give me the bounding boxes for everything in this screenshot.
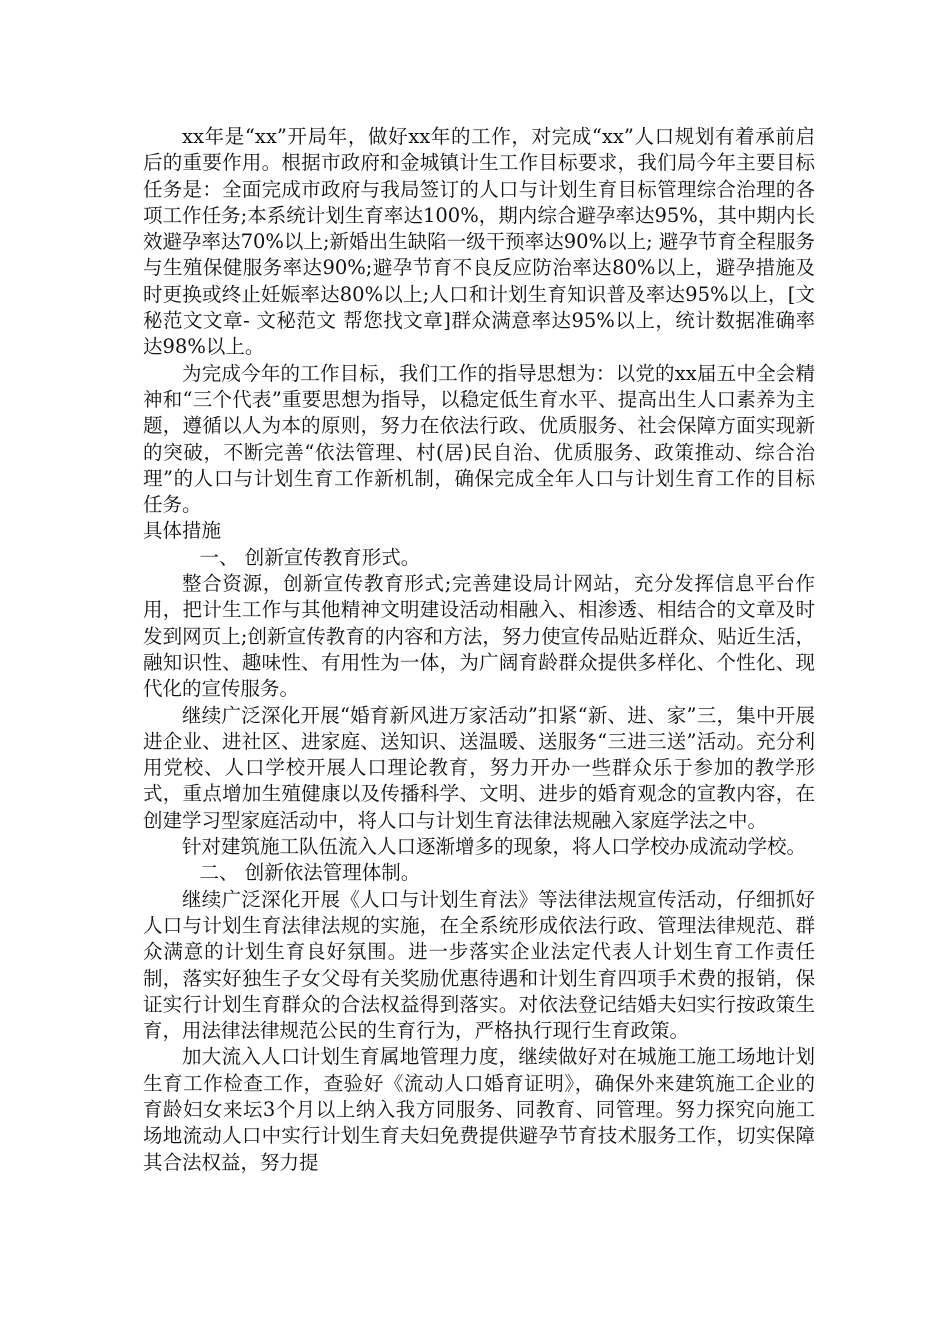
document-body [143,124,815,1176]
paragraph-section1-1: 整合资源，创新宣传教育形式;完善建设局计网站，充分发挥信息平台作用，把计生工作与其他精神文明建设活动相融入、相渗透、相结合的文章及时发到网页上;创新宣传教育的内容和方法，努力使宣传品贴近群众、贴近生活，融知识性、趣味性、有用性为一体，为广阔育龄群众提供多样化、个性化、现代化的宣传服务。 [143,572,815,701]
section-heading-1: 一、 创新宣传教育形式。 [199,545,421,569]
paragraph-guiding-ideology: 为完成今年的工作目标，我们工作的指导思想为：以党的xx届五中全会精神和“三个代表”重要思想为指导，以稳定低生育水平、提高出生人口素养为主题，遵循以人为本的原则，努力在依法行政、优质服务、社会保障方面实现新的突破，不断完善“依法管理、村(居)民自治、优质服务、政策推动、综合治理”的人口与计划生育工作新机制，确保完成全年人口与计划生育工作的目标任务。 [143,361,815,517]
paragraph-section2-2: 加大流入人口计划生育属地管理力度，继续做好对在城施工施工场地计划生育工作检查工作，查验好《流动人口婚育证明》，确保外来建筑施工企业的育龄妇女来坛3个月以上纳入我方同服务、同教育、同管理。努力探究向施工场地流动人口中实行计划生育夫妇免费提供避孕节育技术服务工作，切实保障其合法权益，努力提 [143,1045,815,1174]
paragraph-section2-1: 继续广泛深化开展《人口与计划生育法》等法律法规宣传活动，仔细抓好人口与计划生育法律法规的实施，在全系统形成依法行政、管理法律规范、群众满意的计划生育良好氛围。进一步落实企业法定代表人计划生育工作责任制，落实好独生子女父母有关奖励优惠待遇和计划生育四项手术费的报销，保证实行计划生育群众的合法权益得到落实。对依法登记结婚夫妇实行按政策生育，用法律法律规范公民的生育行为，严格执行现行生育政策。 [143,887,815,1043]
section-heading-2: 二、 创新依法管理体制。 [199,861,421,885]
paragraph-targets: xx年是“xx”开局年，做好xx年的工作，对完成“xx”人口规划有着承前启后的重要作用。根据市政府和金城镇计生工作目标要求，我们局今年主要目标任务是：全面完成市政府与我局签订的人口与计划生育目标管理综合治理的各项工作任务;本系统计划生育率达100%，期内综合避孕率达95%，其中期内长效避孕率达70%以上;新婚出生缺陷一级干预率达90%以上; 避孕节育全程服务与生殖保健服务率达90%;避孕节育不良反应防治率达80%以上，避孕措施及时更换或终止妊娠率达80%以上;人口和计划生育知识普及率达95%以上，[文秘范文文章- 文秘范文 帮您找文章]群众满意率达95%以上，统计数据准确率达98%以上。 [143,125,815,359]
paragraph-section1-3: 针对建筑施工队伍流入人口逐渐增多的现象，将人口学校办成流动学校。 [182,835,807,859]
paragraph-section1-2: 继续广泛深化开展“婚育新风进万家活动”扣紧“新、进、家”三，集中开展进企业、进社区、进家庭、送知识、送温暖、送服务“三进三送”活动。充分利用党校、人口学校开展人口理论教育，努力开办一些群众乐于参加的教学形式，重点增加生殖健康以及传播科学、文明、进步的婚育观念的宣教内容，在创建学习型家庭活动中，将人口与计划生育法律法规融入家庭学法之中。 [143,703,815,832]
measures-label: 具体措施 [143,519,222,543]
